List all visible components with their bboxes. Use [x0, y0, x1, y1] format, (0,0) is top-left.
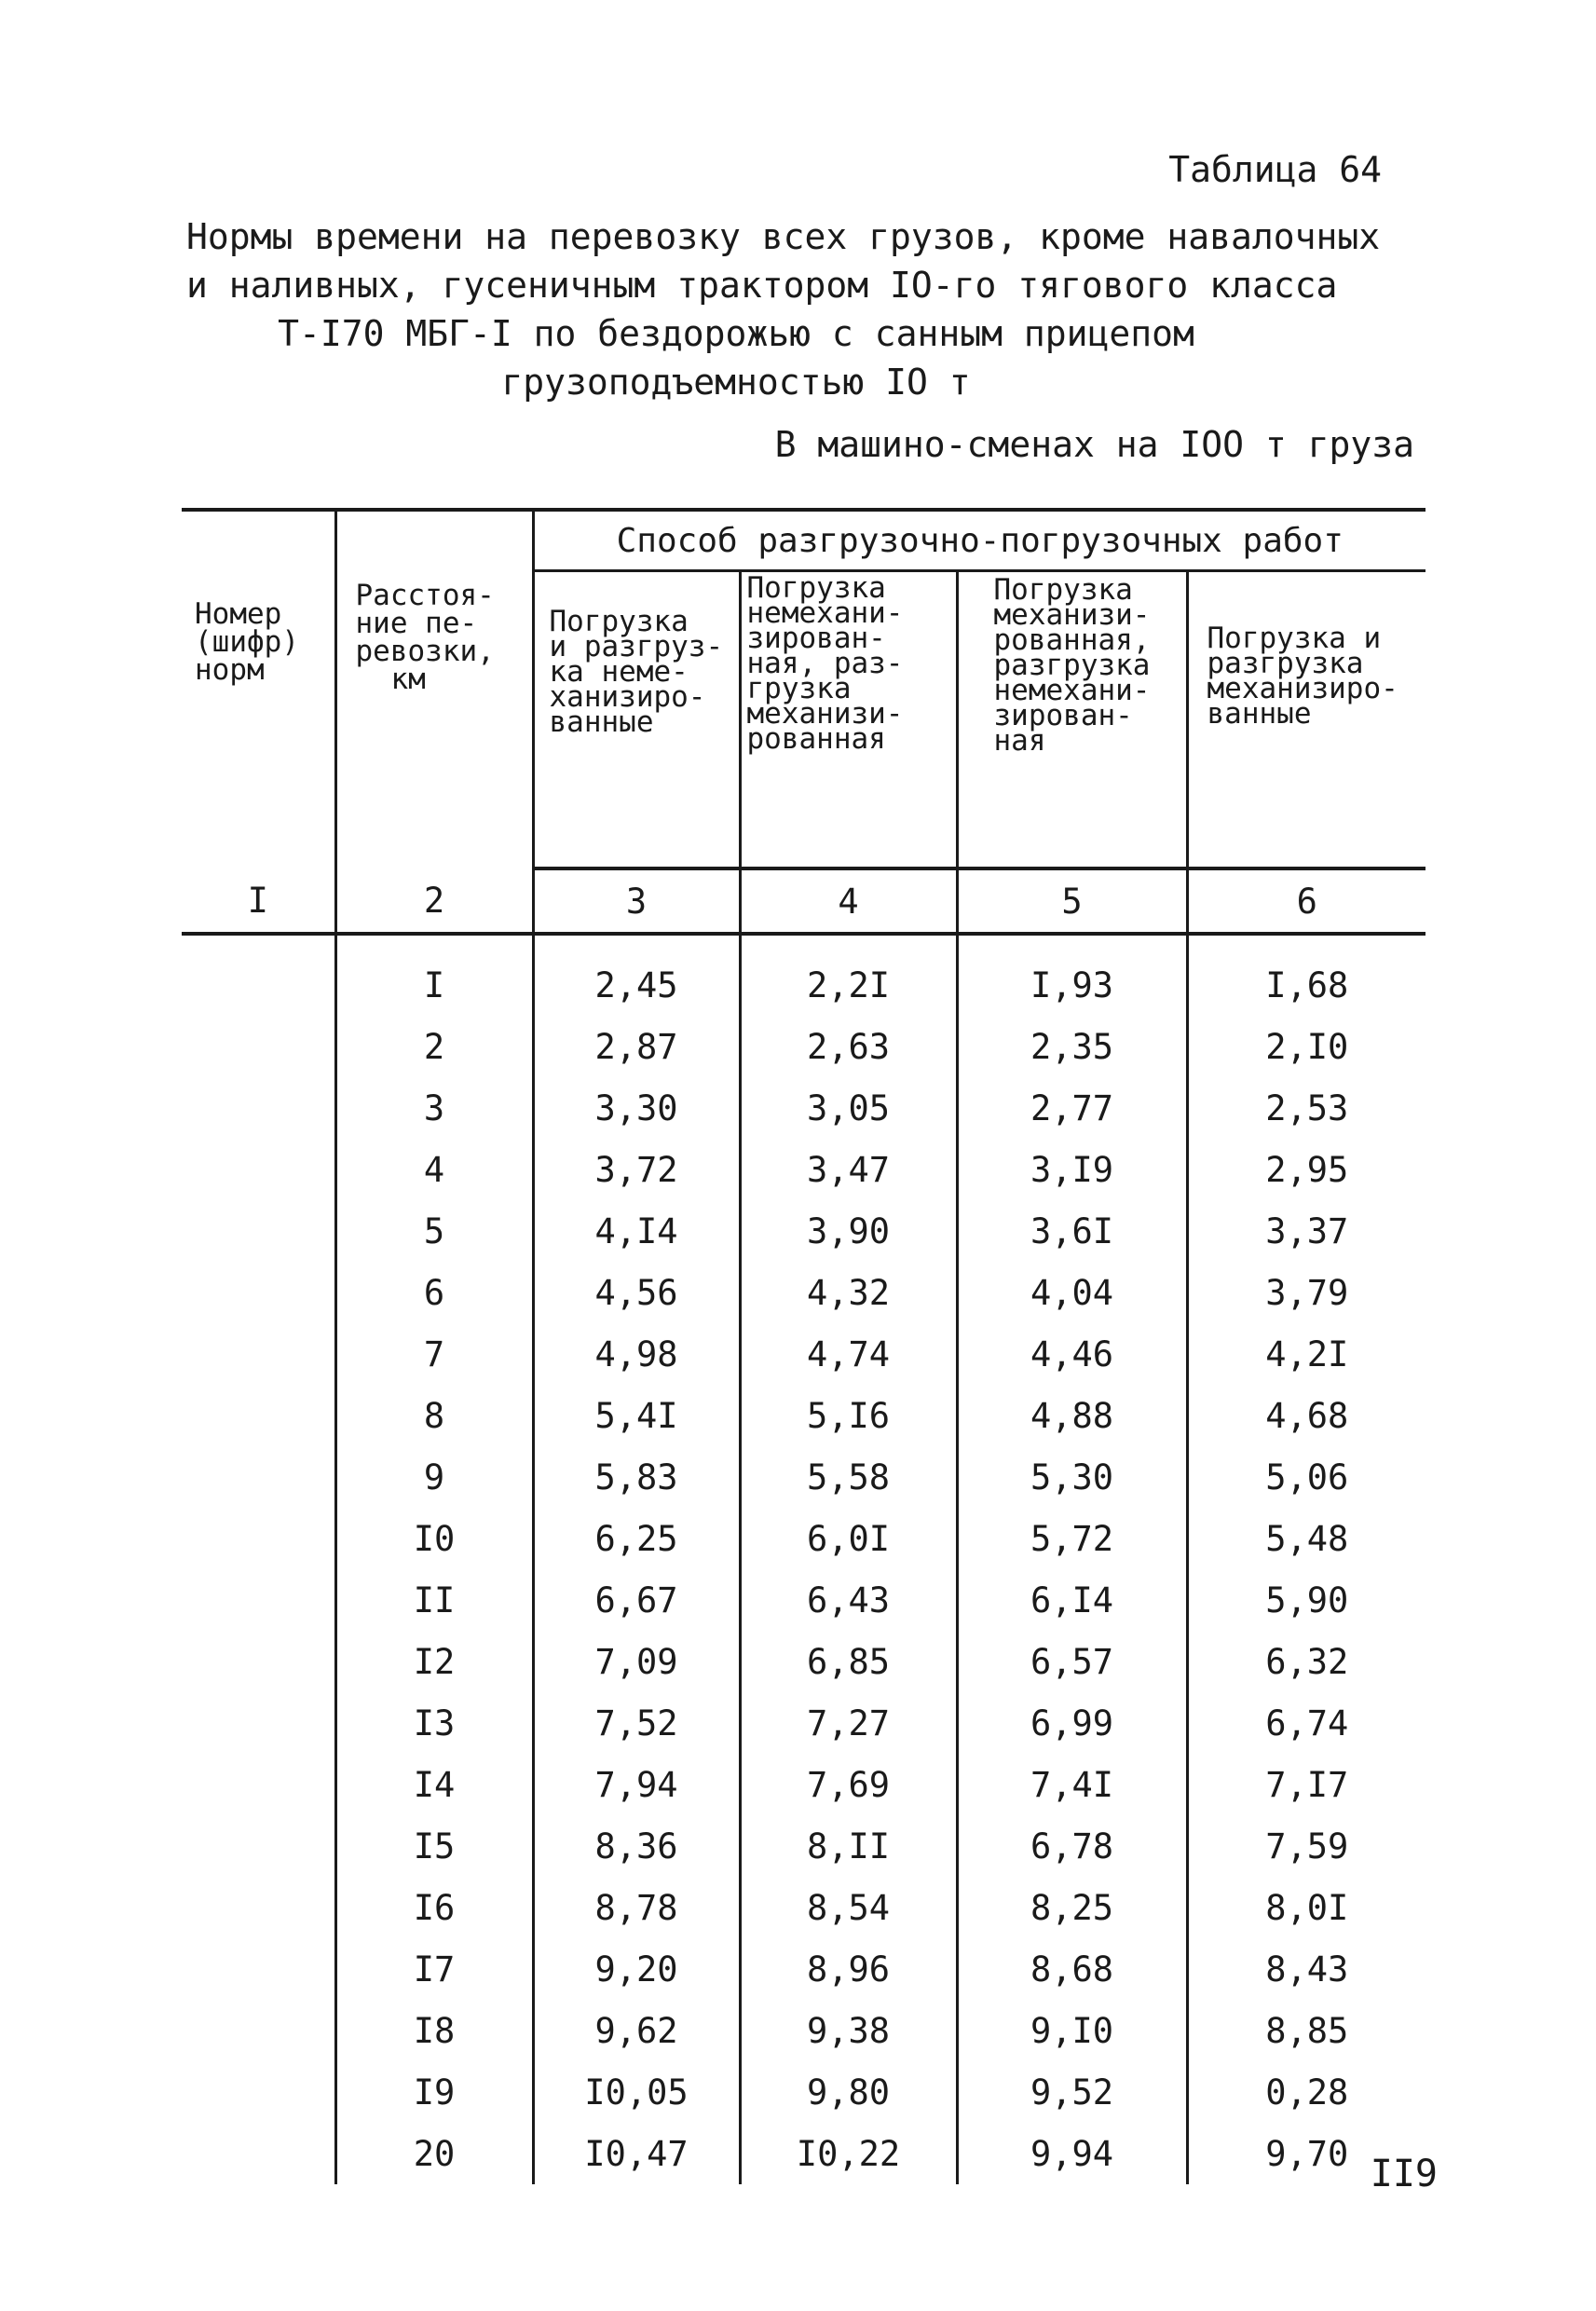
- value-cell: 7,09: [533, 1631, 740, 1692]
- value-cell: 9,80: [740, 2061, 957, 2123]
- table-row: [182, 1938, 1425, 2000]
- header-text: ревозки,: [355, 635, 495, 668]
- distance-cell: 6: [335, 1262, 533, 1323]
- value-cell: 8,43: [1187, 1938, 1425, 2000]
- value-cell: 4,46: [957, 1323, 1187, 1385]
- value-cell: 7,69: [740, 1754, 957, 1815]
- table-row: [182, 2123, 1425, 2184]
- table-title: [186, 212, 1381, 406]
- value-cell: 6,99: [957, 1692, 1187, 1754]
- value-cell: 9,52: [957, 2061, 1187, 2123]
- header-text: немехани-: [993, 674, 1151, 707]
- column-number: I: [182, 868, 335, 934]
- value-cell: 7,4I: [957, 1754, 1187, 1815]
- header-text: норм: [195, 653, 265, 687]
- header-text: ханизиро-: [549, 680, 706, 714]
- distance-cell: I6: [335, 1877, 533, 1938]
- table-row: [182, 1200, 1425, 1262]
- header-col-4: [740, 571, 957, 869]
- header-text: ванные: [549, 705, 654, 739]
- norm-number-cell: [182, 1262, 335, 1323]
- norm-number-cell: [182, 1938, 335, 2000]
- distance-cell: 3: [335, 1077, 533, 1139]
- header-norm-number: [182, 510, 335, 868]
- value-cell: 5,30: [957, 1446, 1187, 1508]
- header-distance: [335, 510, 533, 868]
- header-text: рованная: [746, 722, 886, 756]
- value-cell: 7,52: [533, 1692, 740, 1754]
- distance-cell: I0: [335, 1508, 533, 1569]
- units-note: В машино-сменах на IOO т груза: [774, 424, 1414, 465]
- value-cell: 9,62: [533, 2000, 740, 2061]
- value-cell: 2,45: [533, 934, 740, 1016]
- value-cell: 4,74: [740, 1323, 957, 1385]
- title-line: Нормы времени на перевозку всех грузов, кроме навалочных: [186, 216, 1381, 257]
- header-text: разгрузка: [1207, 647, 1364, 680]
- header-text: ная, раз-: [746, 647, 904, 680]
- header-col-3: [533, 571, 740, 869]
- value-cell: 9,I0: [957, 2000, 1187, 2061]
- value-cell: 5,90: [1187, 1569, 1425, 1631]
- column-number: 3: [533, 868, 740, 934]
- value-cell: 4,56: [533, 1262, 740, 1323]
- header-text: Погрузка: [746, 571, 886, 605]
- column-number: 2: [335, 868, 533, 934]
- value-cell: 8,0I: [1187, 1877, 1425, 1938]
- column-number: 5: [957, 868, 1187, 934]
- value-cell: 4,68: [1187, 1385, 1425, 1446]
- distance-cell: 5: [335, 1200, 533, 1262]
- table-row: [182, 2000, 1425, 2061]
- header-text: немехани-: [746, 596, 904, 630]
- norm-number-cell: [182, 2061, 335, 2123]
- value-cell: 4,32: [740, 1262, 957, 1323]
- value-cell: 6,78: [957, 1815, 1187, 1877]
- value-cell: 6,I4: [957, 1569, 1187, 1631]
- column-number: 4: [740, 868, 957, 934]
- table-row: [182, 1631, 1425, 1692]
- table-row: [182, 2061, 1425, 2123]
- value-cell: 8,96: [740, 1938, 957, 2000]
- header-text: Расстоя-: [355, 579, 495, 612]
- header-text: ная: [993, 724, 1046, 758]
- value-cell: 2,87: [533, 1016, 740, 1077]
- value-cell: 6,0I: [740, 1508, 957, 1569]
- table-row: [182, 1139, 1425, 1200]
- value-cell: 5,4I: [533, 1385, 740, 1446]
- norm-number-cell: [182, 1508, 335, 1569]
- value-cell: 8,68: [957, 1938, 1187, 2000]
- value-cell: 8,36: [533, 1815, 740, 1877]
- value-cell: 3,05: [740, 1077, 957, 1139]
- table-row: [182, 1446, 1425, 1508]
- header-text: механизи-: [993, 598, 1151, 632]
- value-cell: 5,83: [533, 1446, 740, 1508]
- header-text: зирован-: [993, 699, 1133, 732]
- header-text: Погрузка: [549, 605, 689, 638]
- value-cell: 6,32: [1187, 1631, 1425, 1692]
- distance-cell: 4: [335, 1139, 533, 1200]
- table-body: [182, 868, 1425, 2184]
- title-line: Т-I70 МБГ-I по бездорожью с санным прицепом: [278, 313, 1194, 354]
- value-cell: 9,38: [740, 2000, 957, 2061]
- value-cell: 6,67: [533, 1569, 740, 1631]
- value-cell: 3,47: [740, 1139, 957, 1200]
- value-cell: 8,78: [533, 1877, 740, 1938]
- norm-number-cell: [182, 1323, 335, 1385]
- title-line: и наливных, гусеничным трактором IO-го тягового класса: [186, 265, 1338, 306]
- header-col-6: [1187, 571, 1425, 869]
- distance-cell: I8: [335, 2000, 533, 2061]
- norm-number-cell: [182, 1077, 335, 1139]
- norm-number-cell: [182, 2123, 335, 2184]
- header-text: и разгруз-: [549, 630, 724, 663]
- value-cell: 8,25: [957, 1877, 1187, 1938]
- value-cell: 2,I0: [1187, 1016, 1425, 1077]
- table-row: [182, 1508, 1425, 1569]
- norm-number-cell: [182, 1631, 335, 1692]
- table-row: [182, 1569, 1425, 1631]
- value-cell: 2,77: [957, 1077, 1187, 1139]
- value-cell: 5,48: [1187, 1508, 1425, 1569]
- value-cell: 8,II: [740, 1815, 957, 1877]
- norm-number-cell: [182, 2000, 335, 2061]
- value-cell: 6,43: [740, 1569, 957, 1631]
- value-cell: 7,I7: [1187, 1754, 1425, 1815]
- value-cell: 6,25: [533, 1508, 740, 1569]
- header-text: ние пе-: [355, 607, 478, 640]
- value-cell: 6,74: [1187, 1692, 1425, 1754]
- value-cell: 9,20: [533, 1938, 740, 2000]
- distance-cell: I2: [335, 1631, 533, 1692]
- header-text: Погрузка: [993, 573, 1133, 607]
- distance-cell: I5: [335, 1815, 533, 1877]
- value-cell: 0,28: [1187, 2061, 1425, 2123]
- header-method-group: Способ разгрузочно-погрузочных работ: [533, 510, 1425, 571]
- distance-cell: I9: [335, 2061, 533, 2123]
- value-cell: 8,54: [740, 1877, 957, 1938]
- value-cell: 8,85: [1187, 2000, 1425, 2061]
- norm-number-cell: [182, 1754, 335, 1815]
- norm-number-cell: [182, 1200, 335, 1262]
- value-cell: 5,I6: [740, 1385, 957, 1446]
- table-row: [182, 1692, 1425, 1754]
- norm-number-cell: [182, 1877, 335, 1938]
- page-number: II9: [1370, 2153, 1438, 2195]
- value-cell: 9,94: [957, 2123, 1187, 2184]
- table-row: [182, 1754, 1425, 1815]
- value-cell: 3,72: [533, 1139, 740, 1200]
- value-cell: 5,58: [740, 1446, 957, 1508]
- norm-number-cell: [182, 1569, 335, 1631]
- value-cell: 4,04: [957, 1262, 1187, 1323]
- value-cell: 6,57: [957, 1631, 1187, 1692]
- value-cell: 3,6I: [957, 1200, 1187, 1262]
- value-cell: I0,47: [533, 2123, 740, 2184]
- value-cell: 2,63: [740, 1016, 957, 1077]
- value-cell: 6,85: [740, 1631, 957, 1692]
- distance-cell: I7: [335, 1938, 533, 2000]
- value-cell: 7,94: [533, 1754, 740, 1815]
- header-text: Погрузка и: [1207, 622, 1382, 655]
- distance-cell: I3: [335, 1692, 533, 1754]
- header-text: механизи-: [746, 697, 904, 731]
- value-cell: 7,27: [740, 1692, 957, 1754]
- norm-number-cell: [182, 934, 335, 1016]
- table-row: [182, 1016, 1425, 1077]
- value-cell: I,93: [957, 934, 1187, 1016]
- header-text: (шифр): [195, 625, 299, 659]
- table-row: [182, 1385, 1425, 1446]
- value-cell: 5,72: [957, 1508, 1187, 1569]
- table-row: [182, 1077, 1425, 1139]
- distance-cell: 8: [335, 1385, 533, 1446]
- norms-table: [182, 508, 1425, 2184]
- value-cell: 4,2I: [1187, 1323, 1425, 1385]
- norm-number-cell: [182, 1446, 335, 1508]
- table-row: [182, 1262, 1425, 1323]
- header-col-5: [957, 571, 1187, 869]
- table-row: [182, 1323, 1425, 1385]
- column-number: 6: [1187, 868, 1425, 934]
- distance-cell: 20: [335, 2123, 533, 2184]
- distance-cell: I: [335, 934, 533, 1016]
- table-row: [182, 1877, 1425, 1938]
- distance-cell: 7: [335, 1323, 533, 1385]
- header-text: рованная,: [993, 623, 1151, 657]
- header-text: Номер: [195, 597, 282, 631]
- header-text: ванные: [1207, 697, 1312, 731]
- value-cell: 4,I4: [533, 1200, 740, 1262]
- value-cell: 2,95: [1187, 1139, 1425, 1200]
- distance-cell: II: [335, 1569, 533, 1631]
- value-cell: 5,06: [1187, 1446, 1425, 1508]
- header-text: км: [390, 663, 426, 696]
- value-cell: 4,88: [957, 1385, 1187, 1446]
- value-cell: 4,98: [533, 1323, 740, 1385]
- distance-cell: 9: [335, 1446, 533, 1508]
- value-cell: I,68: [1187, 934, 1425, 1016]
- norm-number-cell: [182, 1815, 335, 1877]
- distance-cell: 2: [335, 1016, 533, 1077]
- norm-number-cell: [182, 1016, 335, 1077]
- value-cell: I0,05: [533, 2061, 740, 2123]
- header-text: механизиро-: [1207, 672, 1398, 705]
- value-cell: 2,35: [957, 1016, 1187, 1077]
- value-cell: 7,59: [1187, 1815, 1425, 1877]
- header-text: ка неме-: [549, 655, 689, 689]
- value-cell: 3,37: [1187, 1200, 1425, 1262]
- norm-number-cell: [182, 1385, 335, 1446]
- value-cell: 3,79: [1187, 1262, 1425, 1323]
- value-cell: 2,2I: [740, 934, 957, 1016]
- distance-cell: I4: [335, 1754, 533, 1815]
- table-row: [182, 1815, 1425, 1877]
- header-text: зирован-: [746, 622, 886, 655]
- norm-number-cell: [182, 1692, 335, 1754]
- header-text: грузка: [746, 672, 852, 705]
- value-cell: 9,70: [1187, 2123, 1425, 2184]
- table-row: [182, 934, 1425, 1016]
- value-cell: 3,I9: [957, 1139, 1187, 1200]
- norm-number-cell: [182, 1139, 335, 1200]
- value-cell: 2,53: [1187, 1077, 1425, 1139]
- table-label: Таблица 64: [1168, 149, 1382, 190]
- value-cell: 3,90: [740, 1200, 957, 1262]
- column-number-row: [182, 868, 1425, 934]
- value-cell: 3,30: [533, 1077, 740, 1139]
- header-text: разгрузка: [993, 649, 1151, 682]
- value-cell: I0,22: [740, 2123, 957, 2184]
- title-line: грузоподъемностью IO т: [501, 362, 971, 403]
